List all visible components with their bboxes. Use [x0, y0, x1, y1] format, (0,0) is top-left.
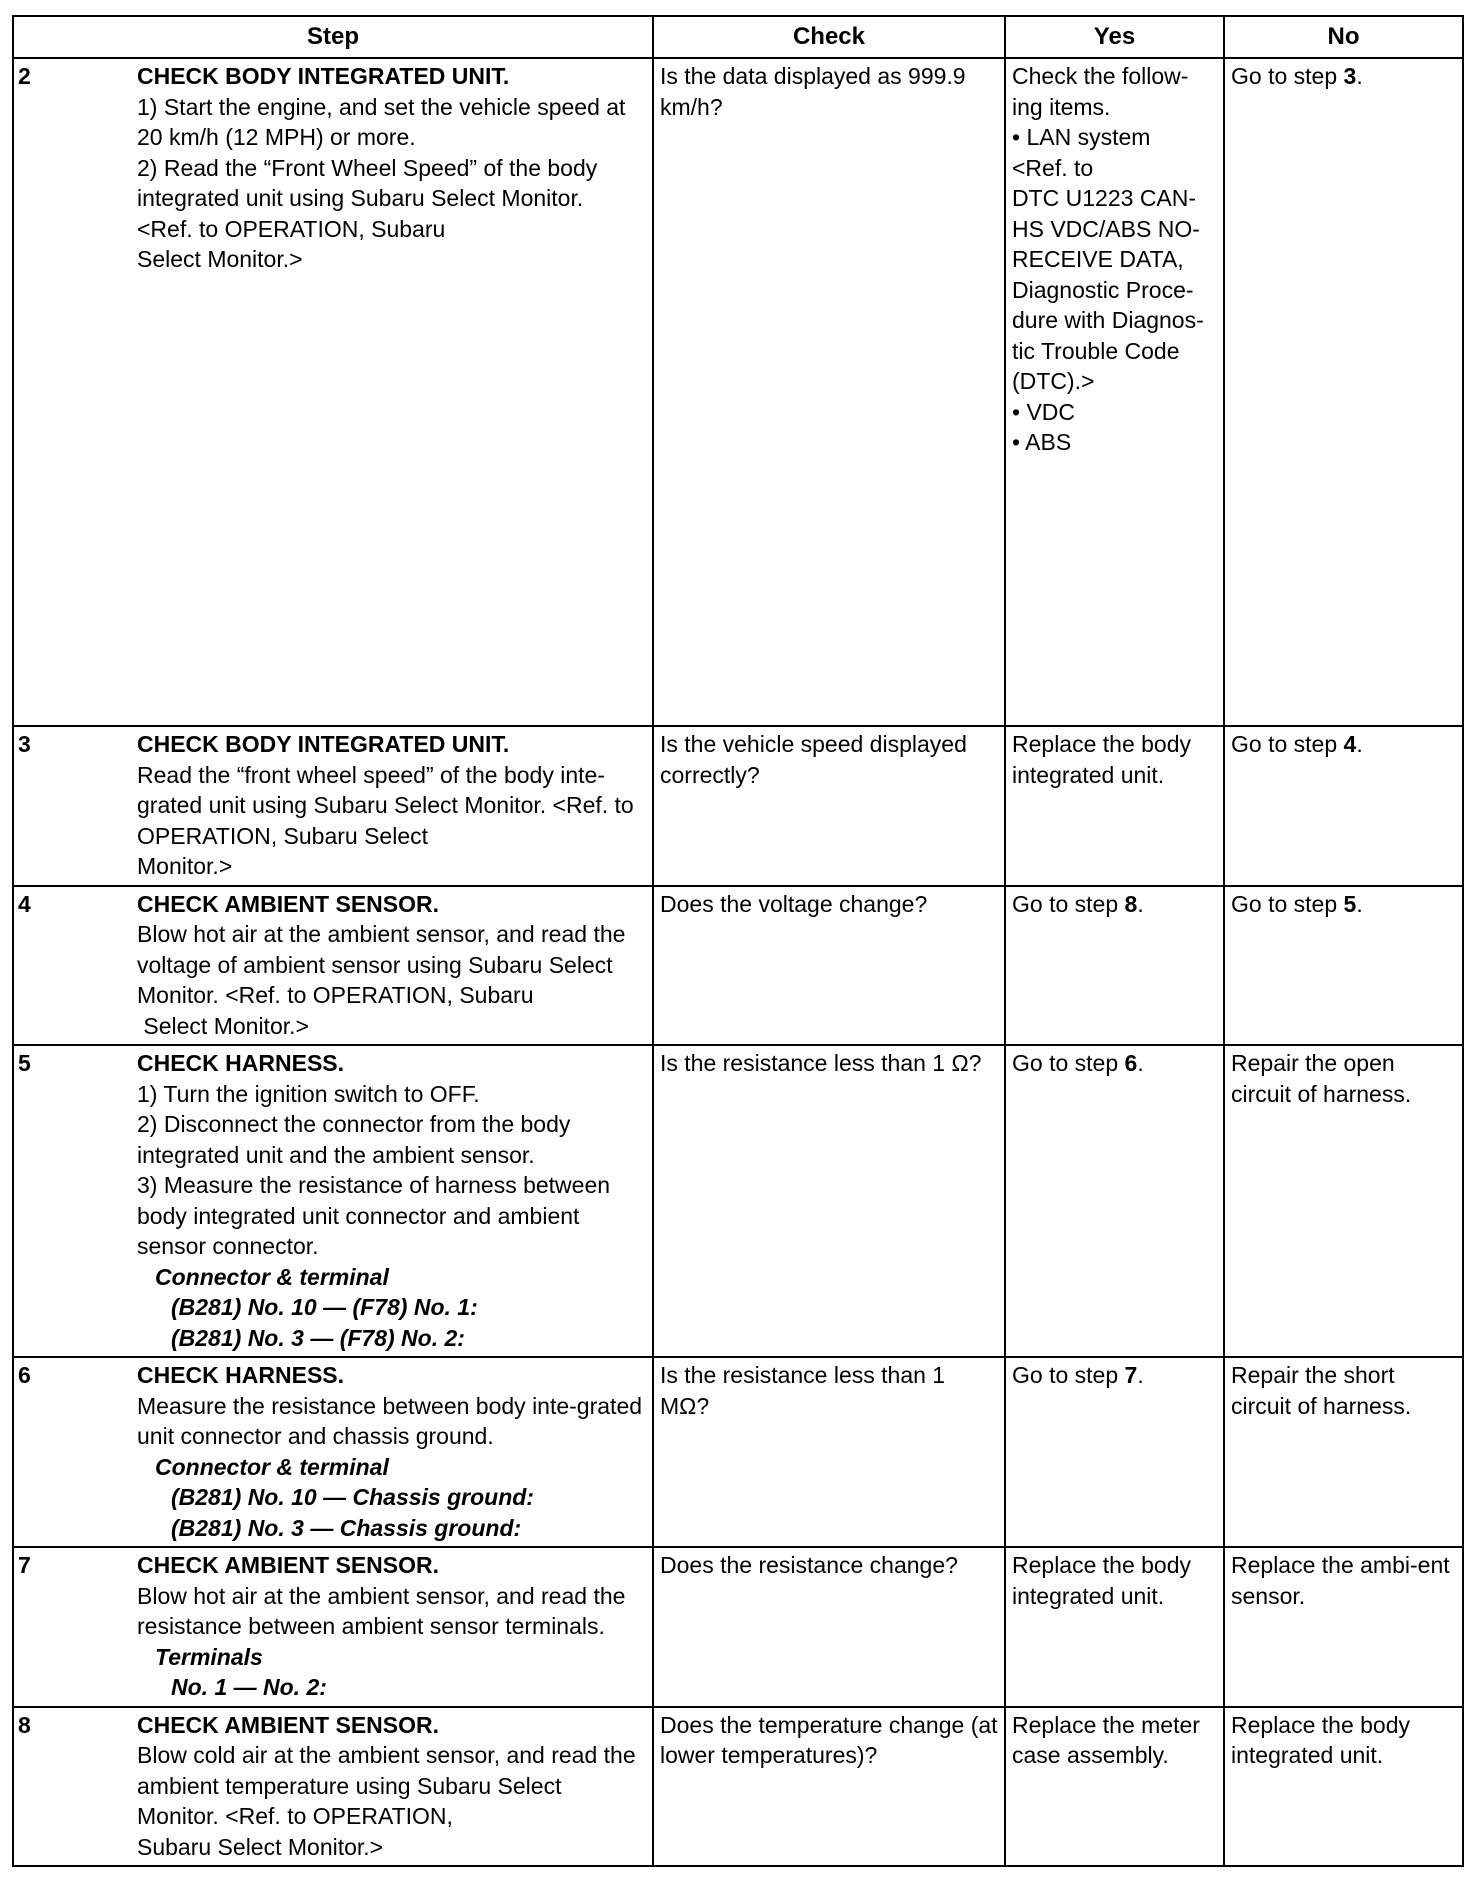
yes-cell [1005, 886, 1224, 1046]
step-line: 2) Disconnect the connector from the body integrated unit and the ambient sensor. [137, 1111, 571, 1168]
step-title: CHECK BODY INTEGRATED UNIT. [137, 63, 510, 89]
yes-line: • VDC [1012, 398, 1076, 425]
yes-step-link: 6 [1124, 1050, 1138, 1076]
step-cell [13, 1547, 653, 1707]
step-line: Read the “front wheel speed” of the body inte-grated unit using Subaru Select Monitor. <Ref. to OPERATION, Subaru Select [137, 761, 634, 849]
check-cell: Does the resistance change? [653, 1547, 1005, 1707]
step-title: CHECK BODY INTEGRATED UNIT. [137, 731, 510, 757]
step-number: 2 [18, 63, 31, 89]
table-row [13, 1547, 1463, 1707]
step-title: CHECK AMBIENT SENSOR. [137, 890, 439, 917]
no-cell [1224, 726, 1463, 886]
no-text: Go to step [1231, 731, 1344, 757]
step-line: <Ref. to OPERATION, Subaru [137, 215, 446, 242]
yes-text: Go to step [1012, 1362, 1125, 1388]
step-cell [13, 1357, 653, 1547]
sub-heading: Connector & terminal [155, 1263, 389, 1290]
step-cell [13, 1045, 653, 1357]
yes-text-end: . [1137, 1050, 1144, 1076]
step-cell [13, 58, 653, 726]
yes-cell: Replace the body integrated unit. [1005, 1547, 1224, 1707]
table-row [13, 58, 1463, 726]
no-text-end: . [1356, 731, 1363, 757]
terminal-line: (B281) No. 3 — Chassis ground: [171, 1514, 522, 1541]
yes-line: DTC U1223 CAN-HS VDC/ABS NO-RECEIVE DATA, Diagnostic Proce-dure with Diagnos-tic Trouble Code (DTC).> [1012, 185, 1204, 394]
step-number: 3 [18, 731, 31, 757]
step-title: CHECK AMBIENT SENSOR. [137, 1552, 439, 1578]
step-number: 7 [18, 1552, 31, 1578]
yes-cell: Replace the body integrated unit. [1005, 726, 1224, 886]
yes-line: • LAN system [1012, 124, 1151, 150]
yes-cell: Replace the meter case assembly. [1005, 1707, 1224, 1867]
check-cell: Does the temperature change (at lower temperatures)? [653, 1707, 1005, 1867]
table-row [13, 726, 1463, 886]
terminal-line: No. 1 — No. 2: [171, 1674, 327, 1700]
step-cell [13, 726, 653, 886]
sub-heading: Connector & terminal [155, 1453, 389, 1480]
yes-text-end: . [1137, 890, 1144, 917]
yes-line: • ABS [1012, 429, 1072, 455]
no-step-link: 5 [1343, 890, 1357, 917]
yes-line: Check the follow-ing items. [1012, 63, 1189, 120]
yes-line: <Ref. to [1012, 154, 1094, 181]
step-cell [13, 886, 653, 1046]
step-line: Monitor.> [137, 853, 233, 879]
header-yes: Yes [1005, 16, 1224, 58]
step-line: Subaru Select Monitor.> [137, 1833, 384, 1860]
step-line: 3) Measure the resistance of harness between body integrated unit connector and ambient sensor connector. [137, 1172, 611, 1259]
yes-step-link: 7 [1124, 1362, 1138, 1388]
check-cell: Is the resistance less than 1 Ω? [653, 1045, 1005, 1357]
no-cell: Replace the ambi-ent sensor. [1224, 1547, 1463, 1707]
table-row [13, 1707, 1463, 1867]
step-line: 1) Turn the ignition switch to OFF. [137, 1080, 480, 1107]
step-line: Blow hot air at the ambient sensor, and read the voltage of ambient sensor using Subaru Select Monitor. <Ref. to OPERATION, Subaru [137, 921, 626, 1008]
step-title: CHECK HARNESS. [137, 1362, 345, 1388]
no-cell [1224, 886, 1463, 1046]
step-line: Blow hot air at the ambient sensor, and read the resistance between ambient sensor terminals. [137, 1582, 626, 1639]
table-row [13, 886, 1463, 1046]
step-cell [13, 1707, 653, 1867]
step-number: 4 [18, 890, 31, 917]
terminal-line: (B281) No. 10 — Chassis ground: [171, 1484, 534, 1510]
no-cell: Replace the body integrated unit. [1224, 1707, 1463, 1867]
no-text-end: . [1356, 63, 1363, 89]
table-header-row [13, 16, 1463, 58]
yes-cell [1005, 58, 1224, 726]
step-line: Blow cold air at the ambient sensor, and read the ambient temperature using Subaru Select Monitor. <Ref. to OPERATION, [137, 1742, 636, 1829]
no-cell: Repair the open circuit of harness. [1224, 1045, 1463, 1357]
diagnostic-table [12, 15, 1464, 1867]
yes-step-link: 8 [1124, 890, 1138, 917]
header-step: Step [13, 16, 653, 58]
step-line: 1) Start the engine, and set the vehicle speed at 20 km/h (12 MPH) or more. [137, 93, 626, 150]
no-text: Go to step [1231, 63, 1344, 89]
yes-cell [1005, 1045, 1224, 1357]
step-line: Select Monitor.> [137, 246, 303, 272]
yes-cell [1005, 1357, 1224, 1547]
step-line: Measure the resistance between body inte-grated unit connector and chassis ground. [137, 1392, 643, 1449]
yes-text-end: . [1137, 1362, 1144, 1388]
no-text: Go to step [1231, 890, 1344, 917]
diagnostic-table-container [12, 15, 1462, 1867]
check-cell: Is the resistance less than 1 MΩ? [653, 1357, 1005, 1547]
step-number: 6 [18, 1362, 31, 1388]
check-cell: Does the voltage change? [653, 886, 1005, 1046]
table-row [13, 1045, 1463, 1357]
step-line: 2) Read the “Front Wheel Speed” of the body integrated unit using Subaru Select Monitor. [137, 154, 598, 211]
step-title: CHECK AMBIENT SENSOR. [137, 1711, 439, 1738]
yes-text: Go to step [1012, 890, 1125, 917]
no-step-link: 3 [1343, 63, 1357, 89]
header-check: Check [653, 16, 1005, 58]
header-no: No [1224, 16, 1463, 58]
no-cell [1224, 58, 1463, 726]
yes-text: Go to step [1012, 1050, 1125, 1076]
check-cell: Is the data displayed as 999.9 km/h? [653, 58, 1005, 726]
step-title: CHECK HARNESS. [137, 1050, 345, 1076]
step-line: Select Monitor.> [137, 1012, 309, 1039]
terminal-line: (B281) No. 3 — (F78) No. 2: [171, 1324, 465, 1351]
step-number: 5 [18, 1050, 31, 1076]
no-text-end: . [1356, 890, 1363, 917]
step-number: 8 [18, 1711, 31, 1738]
table-row [13, 1357, 1463, 1547]
terminal-line: (B281) No. 10 — (F78) No. 1: [171, 1294, 478, 1320]
no-step-link: 4 [1343, 731, 1357, 757]
check-cell: Is the vehicle speed displayed correctly? [653, 726, 1005, 886]
no-cell: Repair the short circuit of harness. [1224, 1357, 1463, 1547]
sub-heading: Terminals [155, 1643, 263, 1670]
